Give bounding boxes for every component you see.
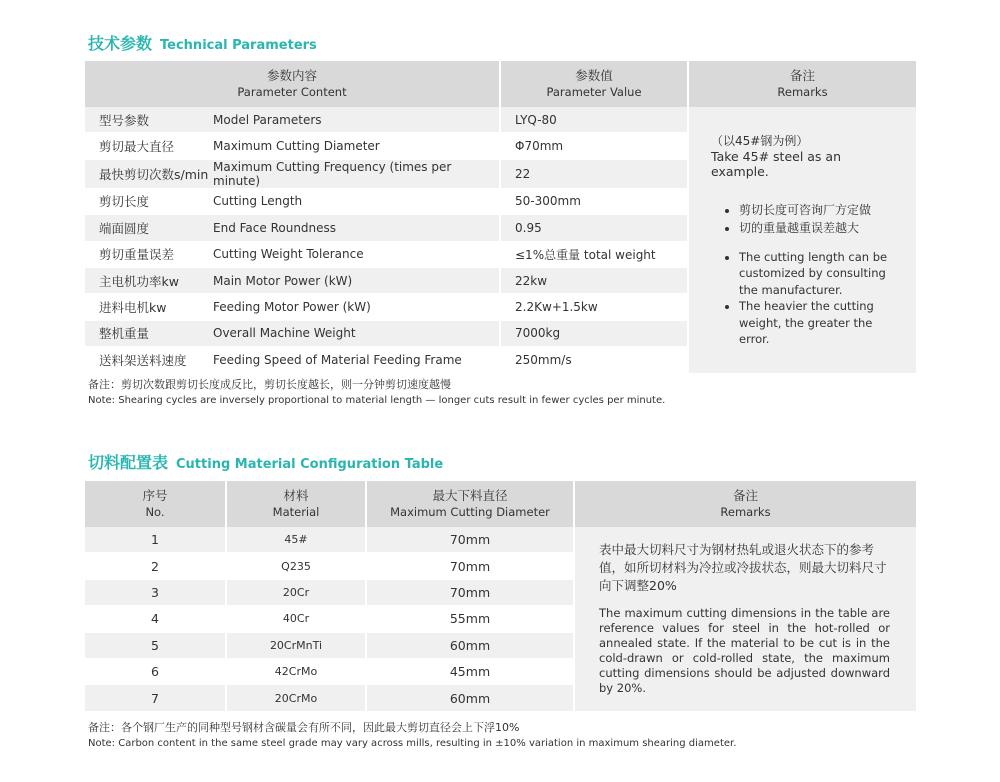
row-material: 20CrMo <box>225 685 365 711</box>
remarks-cell <box>573 527 916 712</box>
param-value: 50-300mm <box>499 189 687 215</box>
cutting-material-table <box>85 481 916 712</box>
remark-example-en: Take 45# steel as an example. <box>711 148 842 179</box>
param-name-en: Model Parameters <box>213 107 499 133</box>
header-parameter-content: 参数内容 Parameter Content <box>85 61 499 107</box>
param-value: ≤1%总重量 total weight <box>499 242 687 268</box>
param-name-en: Overall Machine Weight <box>213 321 499 347</box>
row-material: 40Cr <box>225 606 365 632</box>
param-value: LYQ-80 <box>499 107 687 133</box>
row-no: 6 <box>85 659 225 685</box>
section-title-zh: 技术参数 <box>88 34 153 53</box>
row-diameter: 55mm <box>365 606 573 632</box>
row-material: 20Cr <box>225 580 365 606</box>
row-no: 2 <box>85 553 225 579</box>
param-value: 2.2Kw+1.5kw <box>499 294 687 320</box>
header-remarks: 备注 Remarks <box>573 481 916 527</box>
param-name-zh: 端面圆度 <box>85 215 213 241</box>
row-diameter: 70mm <box>365 553 573 579</box>
row-material: 42CrMo <box>225 659 365 685</box>
row-diameter: 70mm <box>365 527 573 553</box>
note-en: Note: Shearing cycles are inversely proportional to material length — longer cuts result in fewer cycles per minute. <box>88 395 666 406</box>
header-parameter-value: 参数值 Parameter Value <box>499 61 687 107</box>
param-value: 250mm/s <box>499 347 687 373</box>
remarks-cell <box>687 107 916 374</box>
param-value: 7000kg <box>499 321 687 347</box>
remark-bullet-en: • The heavier the cutting weight, the greater the error. <box>739 298 898 348</box>
param-value: Φ70mm <box>499 133 687 159</box>
param-name-zh: 送料架送料速度 <box>85 347 213 373</box>
param-name-en: Feeding Motor Power (kW) <box>213 294 499 320</box>
remark-example-zh: （以45#钢为例） <box>711 133 809 148</box>
param-value: 0.95 <box>499 215 687 241</box>
param-name-en: Maximum Cutting Frequency (times per minute) <box>213 160 499 189</box>
param-name-zh: 进料电机kw <box>85 294 213 320</box>
param-name-en: End Face Roundness <box>213 215 499 241</box>
row-no: 5 <box>85 633 225 659</box>
row-no: 1 <box>85 527 225 553</box>
remark-bullet-en: • The cutting length can be customized by consulting the manufacturer. <box>739 249 898 299</box>
row-diameter: 60mm <box>365 633 573 659</box>
row-no: 7 <box>85 685 225 711</box>
param-name-zh: 型号参数 <box>85 107 213 133</box>
param-value: 22kw <box>499 268 687 294</box>
header-no: 序号 No. <box>85 481 225 527</box>
section-title-technical-parameters <box>88 31 317 54</box>
row-material: Q235 <box>225 553 365 579</box>
param-name-en: Maximum Cutting Diameter <box>213 133 499 159</box>
header-max-diameter: 最大下料直径 Maximum Cutting Diameter <box>365 481 573 527</box>
remark-en: The maximum cutting dimensions in the table are reference values for steel in the hot-rolled or annealed state. If the material to be cut is in the cold-drawn or cold-rolled state, the maximum cutting dimensions should be adjusted downward by 20%. <box>599 606 890 696</box>
technical-parameters-table <box>85 61 916 374</box>
param-name-zh: 整机重量 <box>85 321 213 347</box>
row-no: 3 <box>85 580 225 606</box>
row-no: 4 <box>85 606 225 632</box>
note-technical-parameters <box>88 376 665 408</box>
note-zh: 备注：剪切次数跟剪切长度成反比，剪切长度越长，则一分钟剪切速度越慢 <box>88 378 451 391</box>
table-row <box>85 107 916 133</box>
header-remarks: 备注 Remarks <box>687 61 916 107</box>
param-name-zh: 剪切重量误差 <box>85 242 213 268</box>
note-cutting-material <box>88 719 736 751</box>
remark-bullet-zh: • 剪切长度可咨询厂方定做 <box>739 201 898 219</box>
param-name-en: Main Motor Power (kW) <box>213 268 499 294</box>
param-name-zh: 剪切长度 <box>85 189 213 215</box>
remark-zh: 表中最大切料尺寸为钢材热轧或退火状态下的参考值，如所切材料为冷拉或冷拔状态，则最大切料尺寸向下调整20% <box>599 542 887 594</box>
param-name-en: Cutting Length <box>213 189 499 215</box>
section-title-cutting-material <box>88 450 443 473</box>
param-name-en: Cutting Weight Tolerance <box>213 242 499 268</box>
param-name-en: Feeding Speed of Material Feeding Frame <box>213 347 499 373</box>
section-title-en: Technical Parameters <box>160 38 317 53</box>
param-name-zh: 剪切最大直径 <box>85 133 213 159</box>
row-material: 45# <box>225 527 365 553</box>
section-title-zh: 切料配置表 <box>88 453 169 472</box>
section-title-en: Cutting Material Configuration Table <box>176 457 444 472</box>
param-name-zh: 最快剪切次数s/min <box>85 160 213 189</box>
remark-bullet-zh: • 切的重量越重误差越大 <box>739 219 898 237</box>
note-zh: 备注：各个钢厂生产的同种型号钢材含碳量会有所不同，因此最大剪切直径会上下浮10% <box>88 721 520 734</box>
row-diameter: 70mm <box>365 580 573 606</box>
param-value: 22 <box>499 160 687 189</box>
row-material: 20CrMnTi <box>225 633 365 659</box>
row-diameter: 45mm <box>365 659 573 685</box>
note-en: Note: Carbon content in the same steel grade may vary across mills, resulting in ±10% variation in maximum shearing diameter. <box>88 738 737 749</box>
row-diameter: 60mm <box>365 685 573 711</box>
param-name-zh: 主电机功率kw <box>85 268 213 294</box>
header-material: 材料 Material <box>225 481 365 527</box>
table-row <box>85 527 916 553</box>
